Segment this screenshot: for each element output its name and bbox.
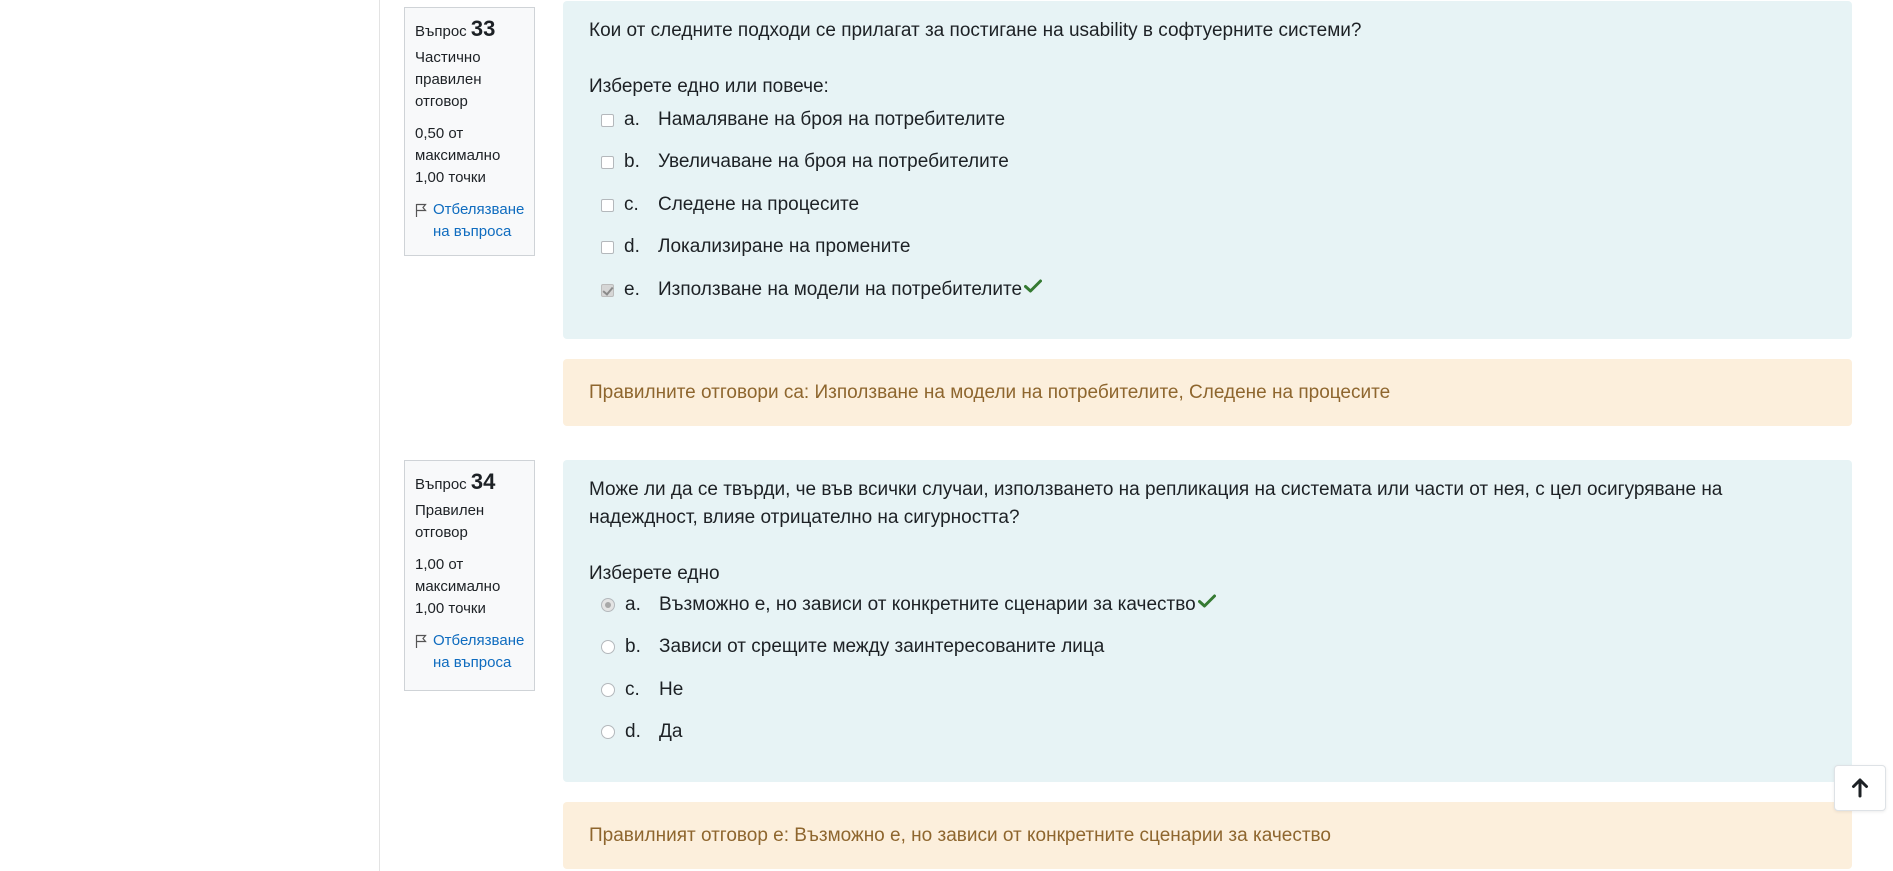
option-letter: c. (625, 679, 640, 700)
question-text: Може ли да се твърди, че във всички случаи, използването на репликация на системата или части от нея, с цел осигуряване на надеждност, влияе отрицателно на сигурността? (589, 479, 1723, 528)
answer-checkbox[interactable] (601, 199, 614, 212)
question-state: Правилен отговор (415, 502, 485, 541)
question-34-number-line (415, 471, 524, 496)
question-33-feedback (563, 359, 1852, 426)
flag-question-label: Отбелязване на въпроса (433, 201, 525, 240)
answer-checkbox[interactable] (601, 114, 614, 127)
option-letter: a. (624, 109, 640, 130)
answer-checkbox-checked[interactable] (601, 284, 614, 297)
option-text: Локализиране на промените (658, 236, 911, 257)
question-33-content (563, 1, 1852, 339)
question-grade: 1,00 от максимално 1,00 точки (415, 556, 501, 617)
option-text: Увеличаване на броя на потребителите (658, 151, 1009, 172)
question-state: Частично правилен отговор (415, 49, 482, 110)
option-text: Възможно е, но зависи от конкретните сценарии за качество (659, 594, 1196, 615)
option-letter: c. (624, 194, 639, 215)
answer-option-c[interactable] (601, 191, 859, 219)
answer-radio[interactable] (601, 725, 615, 739)
answer-prompt: Изберете едно или повече: (589, 76, 829, 97)
flag-question-label: Отбелязване на въпроса (433, 632, 525, 671)
check-icon (1024, 279, 1042, 293)
option-text: Да (659, 721, 683, 742)
back-to-top-button[interactable] (1834, 765, 1886, 811)
check-icon (1198, 594, 1216, 608)
question-34-content (563, 460, 1852, 782)
option-letter: b. (625, 636, 641, 657)
answer-option-a[interactable] (601, 591, 1216, 619)
question-number: 34 (470, 469, 496, 494)
answer-option-d[interactable] (601, 718, 682, 746)
option-text: Зависи от срещите между заинтересованите лица (659, 636, 1105, 657)
option-text: Не (659, 679, 684, 700)
answer-radio[interactable] (601, 683, 615, 697)
option-letter: d. (624, 236, 640, 257)
page-left-divider (379, 0, 380, 871)
option-letter: d. (625, 721, 641, 742)
answer-radio[interactable] (601, 640, 615, 654)
option-letter: b. (624, 151, 640, 172)
answer-option-b[interactable] (601, 148, 1009, 176)
answer-option-c[interactable] (601, 676, 683, 704)
flag-icon (415, 203, 427, 217)
question-33-number-line (415, 18, 524, 43)
flag-icon (415, 634, 427, 648)
question-34-info (404, 460, 535, 691)
option-text: Следене на процесите (658, 194, 860, 215)
answer-prompt: Изберете едно (589, 563, 720, 584)
answer-option-d[interactable] (601, 233, 910, 261)
question-label: Въпрос (415, 476, 467, 493)
question-text: Кои от следните подходи се прилагат за постигане на usability в софтуерните системи? (589, 20, 1362, 41)
answer-option-a[interactable] (601, 106, 1005, 134)
question-label: Въпрос (415, 23, 467, 40)
flag-question-link[interactable] (415, 630, 524, 674)
arrow-up-icon (1851, 778, 1869, 798)
option-text: Намаляване на броя на потребителите (658, 109, 1006, 130)
correct-answer-feedback: Правилните отговори са: Използване на модели на потребителите, Следене на процесите (589, 382, 1391, 403)
option-text: Използване на модели на потребителите (658, 279, 1023, 300)
answer-option-e[interactable] (601, 276, 1042, 304)
option-letter: e. (624, 279, 640, 300)
answer-option-b[interactable] (601, 633, 1104, 661)
question-number: 33 (470, 16, 496, 41)
question-33-info (404, 7, 535, 256)
flag-question-link[interactable] (415, 199, 524, 243)
question-34-feedback (563, 802, 1852, 869)
option-letter: a. (625, 594, 641, 615)
answer-radio-checked[interactable] (601, 598, 615, 612)
question-grade: 0,50 от максимално 1,00 точки (415, 125, 501, 186)
answer-checkbox[interactable] (601, 241, 614, 254)
correct-answer-feedback: Правилният отговор е: Възможно е, но зависи от конкретните сценарии за качество (589, 825, 1331, 846)
answer-checkbox[interactable] (601, 156, 614, 169)
